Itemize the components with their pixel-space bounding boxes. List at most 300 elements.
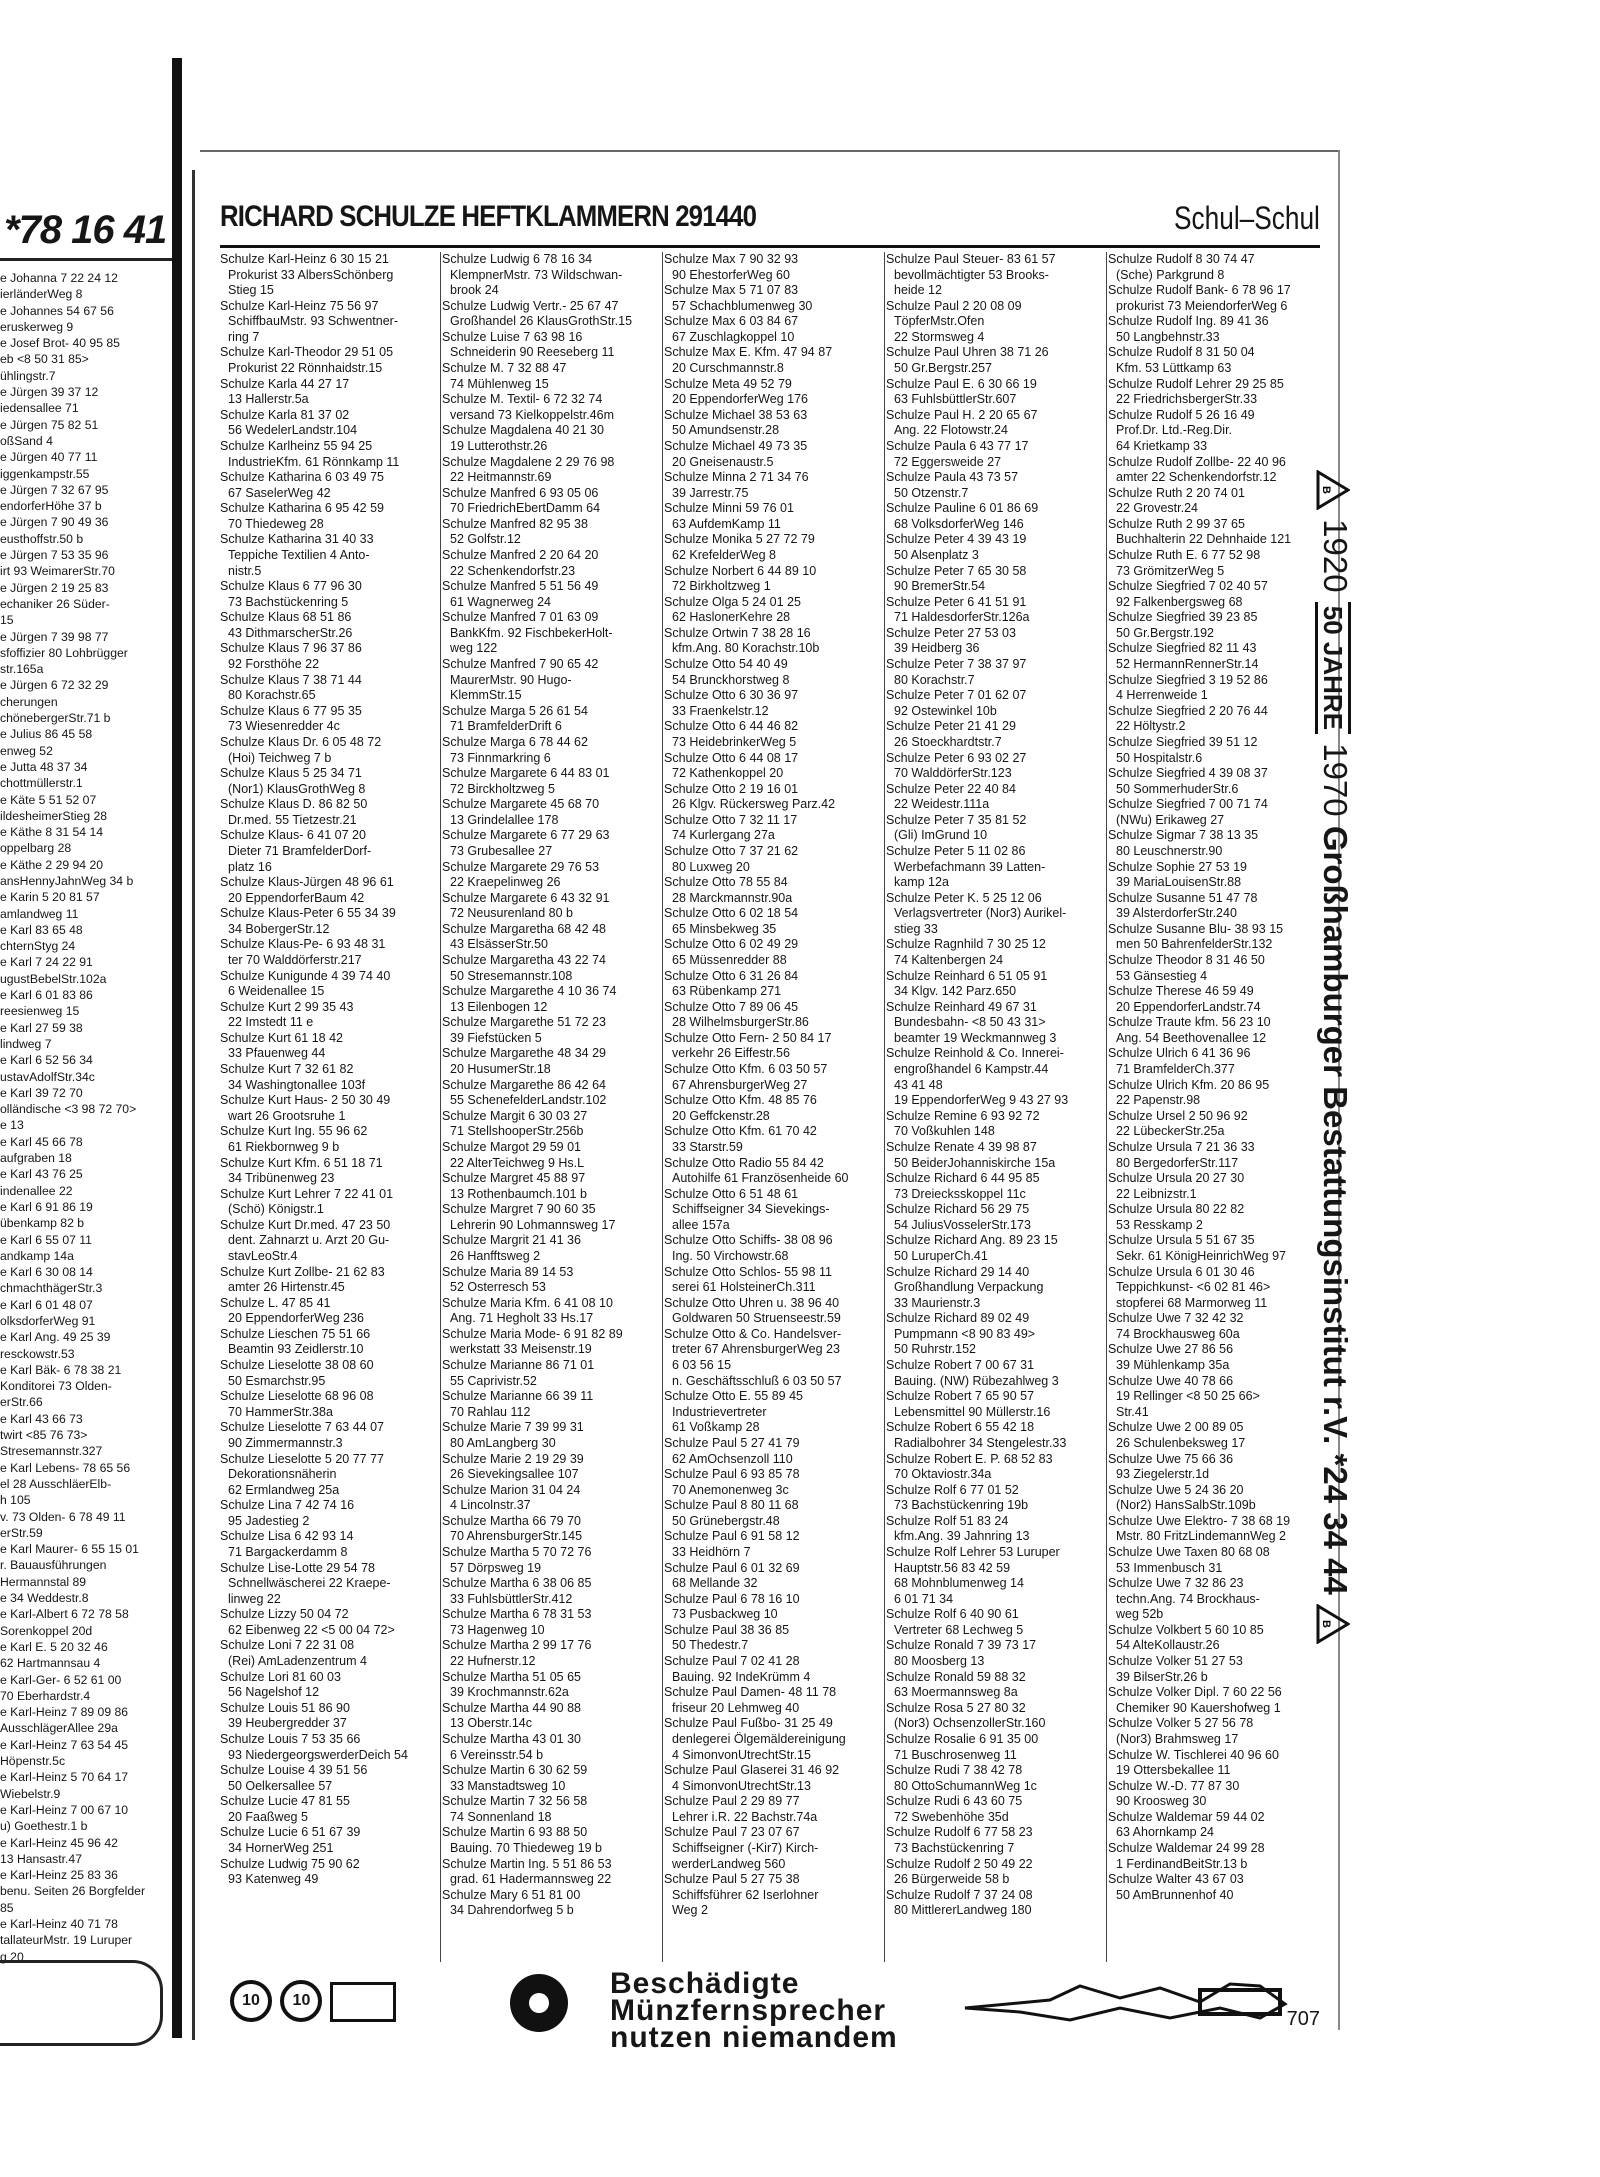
side-jubilee: 50 JAHRE [1315,602,1351,734]
listing-entry: Schulze Margret 45 88 97 [442,1171,586,1186]
side-phone-number: *24 34 44 [1317,1453,1354,1595]
listing-entry-detail: 50 AmBrunnenhof 40 [1116,1887,1234,1902]
listing-entry-detail: 71 HaldesdorferStr.126a [894,610,1030,625]
listing-entry-detail: 33 Pfauenweg 44 [228,1046,326,1061]
listing-entry-detail: Dekorationsnäherin [228,1467,337,1482]
listing-entry: Schulze Manfred 2 20 64 20 [442,547,599,562]
listing-entry-detail: Dr.med. 55 Tietzestr.21 [228,812,357,827]
listing-entry-detail: 92 Forsthöhe 22 [228,657,320,672]
left-page-line: e Jürgen 40 77 11 [0,450,98,465]
listing-entry: Schulze Ronald 59 88 32 [886,1669,1026,1684]
listing-entry-detail: 39 BilserStr.26 b [1116,1669,1208,1684]
listing-entry: Schulze Monika 5 27 72 79 [664,532,815,547]
listing-entry: Schulze Otto & Co. Handelsver- [664,1326,842,1341]
coin-slot-icon [330,1982,396,2022]
listing-entry: Schulze Manfred 6 93 05 06 [442,485,599,500]
listing-entry-detail: 73 Bachstückenring 7 [894,1840,1015,1855]
listing-entry-detail: 20 EppendorferWeg 176 [672,392,808,407]
listing-entry-detail: 50 Alsenplatz 3 [894,547,979,562]
listing-entry: Schulze Margaretha 68 42 48 [442,921,606,936]
listing-entry-detail: 50 LuruperCh.41 [894,1249,988,1263]
listing-entry: Schulze Peter 7 01 62 07 [886,688,1027,703]
listing-entry-detail: 19 Lutterothstr.26 [450,438,548,453]
listing-entry: Schulze Paul E. 6 30 66 19 [886,376,1037,391]
listing-entry-detail: Autohilfe 61 Französenheide 60 [672,1171,849,1186]
listing-entry: Schulze Renate 4 39 98 87 [886,1139,1037,1154]
listing-entry-detail: Ang. 71 Hegholt 33 Hs.17 [450,1311,594,1326]
listing-entry: Schulze Margarete 45 68 70 [442,797,600,812]
listing-entry-detail: 74 Brockhausweg 60a [1116,1326,1240,1341]
listing-entry: Schulze Peter 6 93 02 27 [886,750,1027,765]
listing-entry: Schulze Peter 22 40 84 [886,781,1016,796]
listing-entry: Schulze Traute kfm. 56 23 10 [1108,1015,1271,1030]
listing-entry-detail: Kfm. 53 Lüttkamp 63 [1116,361,1232,376]
listing-entry: Schulze Ulrich 6 41 36 96 [1108,1046,1251,1061]
listing-entry: Schulze Paul 2 29 89 77 [664,1794,800,1809]
left-page-line: e Jürgen 75 82 51 [0,417,99,432]
listing-entry-detail: 74 Sonnenland 18 [450,1809,552,1824]
listing-entry-detail: 74 Mühlenweg 15 [450,376,549,391]
side-year-start: 1920 [1317,519,1354,593]
listing-entry: Schulze Katharina 6 95 42 59 [220,501,385,516]
listing-entry-detail: men 50 BahrenfelderStr.132 [1116,937,1273,952]
listing-entry-detail: 22 Weidestr.111a [894,797,990,812]
listing-entry-detail: 68 Mellande 32 [672,1576,758,1591]
listing-entry-detail: 1 FerdinandBeitStr.13 b [1116,1856,1248,1871]
listing-entry-detail: MaurerMstr. 90 Hugo- [450,672,572,687]
listing-entry: Schulze Ruth 2 20 74 01 [1108,485,1245,500]
listing-entry-detail: 52 HermannRennerStr.14 [1116,657,1259,672]
listing-entry: Schulze Susanne 51 47 78 [1108,890,1258,905]
listing-entry: Schulze Rudolf 6 77 58 23 [886,1825,1033,1840]
listing-entry-detail: 20 HusumerStr.18 [450,1062,551,1077]
left-page-line: e Karl 27 59 38 [0,1020,83,1035]
side-year-end: 1970 [1317,743,1354,817]
listing-entry: Schulze Karlheinz 55 94 25 [220,438,373,453]
listing-entry-detail: 73 Grubesallee 27 [450,843,553,858]
listing-entry-detail: 71 StellshooperStr.256b [450,1124,584,1139]
listing-entry: Schulze Martha 43 01 30 [442,1731,581,1746]
left-page-line: e Karl-Heinz 25 83 36 [0,1868,118,1883]
listing-entry: Schulze Michael 49 73 35 [664,438,808,453]
listing-entry: Schulze Loni 7 22 31 08 [220,1638,355,1653]
listing-entry-detail: 63 FuhlsbüttlerStr.607 [894,392,1017,407]
left-page-line: v. 73 Olden- 6 78 49 11 [0,1509,126,1524]
listing-entry: Schulze Paul H. 2 20 65 67 [886,407,1038,422]
left-page-line: e Käthe 8 31 54 14 [0,825,104,840]
listing-entry-detail: 72 Swebenhöhe 35d [894,1809,1009,1824]
left-page-line: Konditorei 73 Olden- [0,1379,112,1394]
listing-entry: Schulze Otto 2 19 16 01 [664,781,799,796]
listing-entry: Schulze Remine 6 93 92 72 [886,1108,1040,1123]
listing-entry-detail: 13 Rothenbaumch.101 b [450,1186,587,1201]
listing-entry: Schulze Lisa 6 42 93 14 [220,1529,354,1544]
listing-entry: Schulze Siegfried 4 39 08 37 [1108,766,1268,781]
listing-entry-detail: 71 BramfelderCh.377 [1116,1062,1235,1077]
listing-entry: Schulze Kurt Dr.med. 47 23 50 [220,1217,391,1232]
listing-entry: Schulze M. 7 32 88 47 [442,361,567,376]
listing-entry-detail: BankKfm. 92 FischbekerHolt- [450,625,613,640]
listing-entry: Schulze Klaus D. 86 82 50 [220,797,368,812]
listing-entry-detail: Bauing. 70 Thiedeweg 19 b [450,1840,602,1855]
listing-entry-detail: friseur 20 Lehmweg 40 [672,1700,800,1715]
listing-entry-detail: amter 22 Schenkendorfstr.12 [1116,470,1277,485]
listing-entry-detail: Pumpmann <8 90 83 49> [894,1326,1036,1341]
listing-entry-detail: Radialbohrer 34 Stengelestr.33 [894,1435,1067,1450]
left-page-line: h 105 [0,1493,31,1508]
listing-entry: Schulze Rudolf Bank- 6 78 96 17 [1108,283,1291,298]
left-page-line: ildesheimerStieg 28 [0,808,108,823]
page-header [220,200,1320,240]
listing-entry-detail: 33 Heidhörn 7 [672,1544,751,1559]
listing-entry: Schulze Otto 6 02 18 54 [664,906,799,921]
left-page-line: Höpenstr.5c [0,1754,66,1769]
listing-entry-detail: 70 Rahlau 112 [450,1404,531,1419]
listing-entry: Schulze Kurt Zollbe- 21 62 83 [220,1264,385,1279]
footer-slogan [610,1967,898,2054]
left-page-fragment [0,160,172,2050]
column-divider [884,252,885,1962]
listing-entry-detail: allee 157a [672,1217,730,1232]
listing-entry-detail: Lehrer i.R. 22 Bachstr.74a [672,1809,818,1824]
listing-entry-detail: 73 HeidebrinkerWeg 5 [672,734,797,749]
listing-entry: Schulze Rudolf Lehrer 29 25 85 [1108,376,1284,391]
listing-entry: Schulze Rosa 5 27 80 32 [886,1700,1026,1715]
listing-entry-detail: 92 Ostewinkel 10b [894,703,997,718]
listing-entry: Schulze Paul Damen- 48 11 78 [664,1685,837,1700]
listing-entry: Schulze Rudolf 8 30 74 47 [1108,252,1255,266]
listing-entry: Schulze Peter K. 5 25 12 06 [886,890,1042,905]
left-page-line: e 34 Weddestr.8 [0,1591,89,1606]
listing-entry-detail: (Nor2) HansSalbStr.109b [1116,1498,1256,1513]
footer-advert [220,1967,1320,2054]
listing-entry: Schulze Klaus 6 77 96 30 [220,579,362,594]
listing-entry: Schulze L. 47 85 41 [220,1295,331,1310]
listing-entry-detail: heide 12 [894,283,942,298]
listing-entry: Schulze Kurt 2 99 35 43 [220,999,354,1014]
listing-entry-detail: 22 Schenkendorfstr.23 [450,563,576,578]
listing-entry-detail: versand 73 Kielkoppelstr.46m [450,407,614,422]
left-page-line: str.165a [0,662,44,677]
listing-entry: Schulze Ursel 2 50 96 92 [1108,1108,1248,1123]
listing-entry: Schulze Ludwig 6 78 16 34 [442,252,593,266]
listing-entry-detail: 26 Schulenbeksweg 17 [1116,1435,1246,1450]
listing-entry-detail: 13 Oberstr.14c [450,1716,532,1731]
listing-entry: Schulze Marie 2 19 29 39 [442,1451,584,1466]
listing-columns [220,252,1320,1962]
listing-entry-detail: 54 Brunckhorstweg 8 [672,672,790,687]
listing-entry: Schulze Sophie 27 53 19 [1108,859,1247,874]
listing-entry-detail: (NWu) Erikaweg 27 [1116,812,1225,827]
listing-entry: Schulze Otto Kfm. 48 85 76 [664,1093,817,1108]
listing-entry: Schulze Otto Schiffs- 38 08 96 [664,1233,833,1248]
listing-entry: Schulze Lucie 47 81 55 [220,1794,350,1809]
listing-entry-detail: 92 Falkenbergsweg 68 [1116,594,1243,609]
listing-entry-detail: Schiffseigner (-Kir7) Kirch- [672,1840,819,1855]
listing-entry: Schulze Paul Glaserei 31 46 92 [664,1763,840,1778]
listing-entry: Schulze Katharina 6 03 49 75 [220,470,385,485]
listing-entry: Schulze Paul Steuer- 83 61 57 [886,252,1056,266]
slogan-line: nutzen niemandem [610,2021,898,2054]
listing-entry-detail: 70 FriedrichEbertDamm 64 [450,501,601,516]
listing-entry-detail: 53 Immenbusch 31 [1116,1560,1223,1575]
listing-entry-detail: 39 Jarrestr.75 [672,485,749,500]
listing-entry-detail: 34 BobergerStr.12 [228,921,330,936]
listing-entry: Schulze Max E. Kfm. 47 94 87 [664,345,833,360]
listing-entry: Schulze Ruth 2 99 37 65 [1108,516,1245,531]
listing-entry-detail: weg 52b [1116,1607,1164,1622]
listing-entry: Schulze Marion 31 04 24 [442,1482,581,1497]
listing-entry-detail: 34 Tribünenweg 23 [228,1171,335,1186]
page-number: 707 [1286,2008,1320,2030]
listing-entry: Schulze Margarethe 51 72 23 [442,1015,606,1030]
listing-entry: Schulze Michael 38 53 63 [664,407,808,422]
listing-entry-detail: 52 Golfstr.12 [450,532,521,547]
left-page-line: oßSand 4 [0,433,53,448]
left-page-line: tallateurMstr. 19 Luruper [0,1933,133,1948]
listing-entry-detail: 70 AhrensburgerStr.145 [450,1529,583,1544]
listing-entry: Schulze Ludwig 75 90 62 [220,1856,360,1871]
left-page-line: e Karl-Heinz 5 70 64 17 [0,1770,129,1785]
listing-entry: Schulze Peter 27 53 03 [886,625,1016,640]
listing-entry-detail: (Nor1) KlausGrothWeg 8 [228,781,366,796]
listing-entry-detail: Prokurist 22 Rönnhaidstr.15 [228,361,383,376]
listing-entry-detail: Chemiker 90 Kauershofweg 1 [1116,1700,1281,1715]
listing-entry-detail: 74 Kurlergang 27a [672,828,775,843]
listing-entry-detail: Teppichkunst- <6 02 81 46> [1116,1280,1271,1295]
listing-entry: Schulze Karl-Heinz 6 30 15 21 [220,252,389,266]
listing-entry-detail: 72 Neusurenland 80 b [450,906,574,921]
listing-entry-detail: stopferei 68 Marmorweg 11 [1116,1295,1268,1310]
left-page-line: endorferHöhe 37 b [0,499,102,514]
listing-entry: Schulze Paul Uhren 38 71 26 [886,345,1049,360]
listing-entry-detail: 80 Korachstr.65 [228,688,316,703]
listing-entry: Schulze Margarethe 86 42 64 [442,1077,606,1092]
listing-entry: Schulze Paula 43 73 57 [886,470,1019,485]
left-page-line: chternStyg 24 [0,939,76,954]
listing-entry: Schulze Margarete 6 77 29 63 [442,828,610,843]
listing-entry-detail: 68 VolksdorferWeg 146 [894,516,1024,531]
bestattung-logo-icon [1316,1604,1350,1644]
listing-entry: Schulze Paul 8 80 11 68 [664,1498,799,1513]
left-page-line: eusthoffstr.50 b [0,531,84,546]
listing-entry-detail: 53 Gänsestieg 4 [1116,968,1208,983]
listing-entry: Schulze Ursula 7 21 36 33 [1108,1139,1255,1154]
listing-entry: Schulze Siegfried 3 19 52 86 [1108,672,1268,687]
left-page-line: indenallee 22 [0,1183,73,1198]
listing-entry: Schulze Max 6 03 84 67 [664,314,799,329]
left-page-line: e Käte 5 51 52 07 [0,792,97,807]
listing-entry: Schulze Peter 7 35 81 52 [886,812,1027,827]
listing-entry-detail: 71 BramfelderDrift 6 [450,719,562,734]
listing-entry: Schulze Pauline 6 01 86 69 [886,501,1039,516]
listing-entry-detail: stieg 33 [894,921,938,936]
listing-entry: Schulze Otto Schlos- 55 98 11 [664,1264,832,1279]
left-page-line: oppelbarg 28 [0,841,72,856]
listing-entry-detail: 39 Heubergredder 37 [228,1716,347,1731]
listing-entry-detail: 80 Luxweg 20 [672,859,750,874]
listing-entry-detail: Lehrerin 90 Lohmannsweg 17 [450,1217,616,1232]
listing-entry-detail: TöpferMstr.Ofen [894,314,985,329]
listing-entry: Schulze Paul 2 20 08 09 [886,298,1022,313]
listing-entry-detail: Buchhalterin 22 Dehnhaide 121 [1116,532,1292,547]
listing-entry-detail: n. Geschäftsschluß 6 03 50 57 [672,1373,842,1388]
listing-entry: Schulze Uwe 5 24 36 20 [1108,1482,1244,1497]
listing-entry-detail: werkstatt 33 Meisenstr.19 [450,1342,592,1357]
listing-entry-detail: 20 Gneisenaustr.5 [672,454,774,469]
listing-entry-detail: 90 EhestorferWeg 60 [672,267,790,282]
left-page-line: AusschlägerAllee 29a [0,1721,118,1736]
listing-entry-detail: 43 41 48 [894,1077,943,1092]
left-page-line: andkamp 14a [0,1248,74,1263]
listing-entry-detail: 54 AlteKollaustr.26 [1116,1638,1220,1653]
listing-entry-detail: denlegerei Ölgemäldereinigung [672,1731,846,1746]
listing-entry: Schulze Otto Fern- 2 50 84 17 [664,1030,832,1045]
listing-column-2 [442,252,660,1962]
listing-entry-detail: 62 KrefelderWeg 8 [672,547,776,562]
listing-entry: Schulze Norbert 6 44 89 10 [664,563,817,578]
listing-entry-detail: 4 SimonvonUtrechtStr.13 [672,1778,811,1793]
listing-entry-detail: 20 EppendorferLandstr.74 [1116,999,1261,1014]
listing-entry: Schulze Uwe 40 78 66 [1108,1373,1234,1388]
left-page-line: e Julius 86 45 58 [0,727,93,742]
listing-entry: Schulze Manfred 7 90 65 42 [442,657,599,672]
listing-entry-detail: 55 SchenefelderLandstr.102 [450,1093,607,1108]
listing-entry: Schulze Richard 89 02 49 [886,1311,1030,1326]
listing-entry-detail: linweg 22 [228,1591,281,1606]
listing-entry: Schulze Magdalena 40 21 30 [442,423,604,438]
listing-entry-detail: 39 Mühlenkamp 35a [1116,1358,1230,1373]
listing-entry-detail: 26 Klgv. Rückersweg Parz.42 [672,797,836,812]
svg-text:B: B [1319,486,1332,494]
listing-entry-detail: 20 EppendorferWeg 236 [228,1311,364,1326]
listing-entry-detail: serei 61 HolsteinerCh.311 [672,1280,816,1295]
listing-entry: Schulze Peter 7 65 30 58 [886,563,1027,578]
left-page-line: e Jürgen 7 90 49 36 [0,515,109,530]
listing-entry: Schulze Marie 7 39 99 31 [442,1420,584,1435]
listing-entry: Schulze Reinhold & Co. Innerei- [886,1046,1064,1061]
listing-entry: Schulze Siegfried 7 00 71 74 [1108,797,1268,812]
left-page-line: resckowstr.53 [0,1346,75,1361]
listing-entry: Schulze Otto 6 44 46 82 [664,719,799,734]
listing-entry: Schulze Ursula 6 01 30 46 [1108,1264,1255,1279]
listing-entry-detail: (Nor3) OchsenzollerStr.160 [894,1716,1046,1731]
listing-entry-detail: Industrievertreter [672,1404,767,1419]
left-page-line: e Karl-Ger- 6 52 61 00 [0,1672,122,1687]
listing-entry-detail: Bauing. (NW) Rübezahlweg 3 [894,1373,1059,1388]
listing-entry-detail: (Hoi) Teichweg 7 b [228,750,332,765]
listing-entry: Schulze Louis 7 53 35 66 [220,1731,361,1746]
left-page-line: erStr.66 [0,1395,43,1410]
listing-entry-detail: wart 26 Grootsruhe 1 [228,1108,346,1123]
listing-entry-detail: Lebensmittel 90 Müllerstr.16 [894,1404,1051,1419]
listing-entry: Schulze Sigmar 7 38 13 35 [1108,828,1259,843]
listing-entry: Schulze Paul 6 91 58 12 [664,1529,800,1544]
left-page-line: olländische <3 98 72 70> [0,1102,137,1117]
left-page-line: e Jürgen 6 72 32 29 [0,678,109,693]
listing-entry-detail: 71 Buschrosenweg 11 [894,1747,1017,1762]
listing-entry-detail: 73 Wiesenredder 4c [228,719,340,734]
listing-entry-detail: 43 DithmarscherStr.26 [228,625,353,640]
listing-entry: Schulze Peter 4 39 43 19 [886,532,1027,547]
left-page-line: benu. Seiten 26 Borgfelder [0,1884,146,1899]
left-page-line: 13 Hansastr.47 [0,1851,82,1866]
listing-entry: Schulze Lucie 6 51 67 39 [220,1825,361,1840]
svg-text:B: B [1319,1620,1332,1628]
listing-entry: Schulze Margarete 6 44 83 01 [442,766,610,781]
listing-entry: Schulze Martin 6 30 62 59 [442,1763,588,1778]
listing-entry-detail: 22 LübeckerStr.25a [1116,1124,1225,1139]
listing-entry-detail: 67 AhrensburgerWeg 27 [672,1077,808,1092]
listing-entry: Schulze Kurt Lehrer 7 22 41 01 [220,1186,394,1201]
listing-entry: Schulze Martha 5 70 72 76 [442,1544,592,1559]
listing-entry-detail: Goldwaren 50 Struenseestr.59 [672,1311,841,1326]
listing-entry-detail: 50 Ruhrstr.152 [894,1342,976,1357]
listing-entry: Schulze Ulrich Kfm. 20 86 95 [1108,1077,1270,1092]
left-page-line: e Jürgen 2 19 25 83 [0,580,109,595]
listing-entry-detail: 72 Birkholtzweg 1 [672,579,771,594]
left-page-line: e Josef Brot- 40 95 85 [0,336,120,351]
left-page-line: e Karl-Albert 6 72 78 58 [0,1607,129,1622]
listing-entry-detail: 72 Kathenkoppel 20 [672,766,784,781]
listing-entry: Schulze Walter 43 67 03 [1108,1872,1244,1887]
listing-entry-detail: 4 Herrenweide 1 [1116,688,1208,703]
listing-entry: Schulze Robert 7 00 67 31 [886,1358,1035,1373]
listing-entry-detail: Werbefachmann 39 Latten- [894,859,1046,874]
listing-entry-detail: 50 Gr.Bergstr.257 [894,361,992,376]
listing-entry-detail: IndustrieKfm. 61 Rönnkamp 11 [228,454,400,469]
listing-entry-detail: (Rei) AmLadenzentrum 4 [228,1654,367,1669]
listing-entry-detail: 70 Thiedeweg 28 [228,516,324,531]
listing-entry-detail: ter 70 Walddörferstr.217 [228,953,362,968]
listing-entry-detail: 50 SommerhuderStr.6 [1116,781,1239,796]
listing-entry: Schulze Lieselotte 7 63 44 07 [220,1420,385,1435]
listing-entry-detail: 57 Dörpsweg 19 [450,1560,542,1575]
listing-entry-detail: 6 01 71 34 [894,1591,954,1606]
listing-entry: Schulze Ortwin 7 38 28 16 [664,625,811,640]
listing-entry-detail: 43 ElsässerStr.50 [450,937,548,952]
listing-entry: Schulze Marianne 66 39 11 [442,1389,594,1404]
listing-entry: Schulze Martha 44 90 88 [442,1700,581,1715]
listing-entry-detail: Teppiche Textilien 4 Anto- [228,547,370,562]
listing-entry: Schulze Richard 6 44 95 85 [886,1171,1040,1186]
listing-entry: Schulze Margot 29 59 01 [442,1139,581,1154]
left-page-line: e Karl 6 01 83 86 [0,988,93,1003]
listing-entry: Schulze Louise 4 39 51 56 [220,1763,368,1778]
listing-entry: Schulze Volker 51 27 53 [1108,1654,1243,1669]
listing-entry: Schulze Margret 7 90 60 35 [442,1202,596,1217]
listing-entry: Schulze Klaus-Peter 6 55 34 39 [220,906,396,921]
listing-entry: Schulze Peter 7 38 37 97 [886,657,1027,672]
listing-entry: Schulze Klaus-Jürgen 48 96 61 [220,875,394,890]
listing-entry-detail: 50 Gr.Bergstr.192 [1116,625,1214,640]
listing-entry-detail: Mstr. 80 FritzLindemannWeg 2 [1116,1529,1286,1544]
directory-page [200,130,1330,2054]
left-page-rule [0,258,172,261]
listing-entry-detail: ring 7 [228,329,260,344]
listing-entry: Schulze Waldemar 24 99 28 [1108,1840,1265,1855]
listing-entry: Schulze Peter 6 41 51 91 [886,594,1027,609]
side-company-name: Großhamburger Bestattungsinstitut r.V. [1317,825,1354,1445]
left-page-hand-drawing [0,1960,163,2046]
listing-entry: Schulze Max 5 71 07 83 [664,283,799,298]
listing-entry: Schulze Uwe Elektro- 7 38 68 19 [1108,1513,1291,1528]
listing-entry-detail: 22 FriedrichsbergerStr.33 [1116,392,1258,407]
listing-entry-detail: 68 Mohnblumenweg 14 [894,1576,1024,1591]
listing-entry: Schulze Katharina 31 40 33 [220,532,374,547]
listing-entry: Schulze Margaretha 43 22 74 [442,953,606,968]
listing-entry-detail: 72 Birckholtzweg 5 [450,781,555,796]
